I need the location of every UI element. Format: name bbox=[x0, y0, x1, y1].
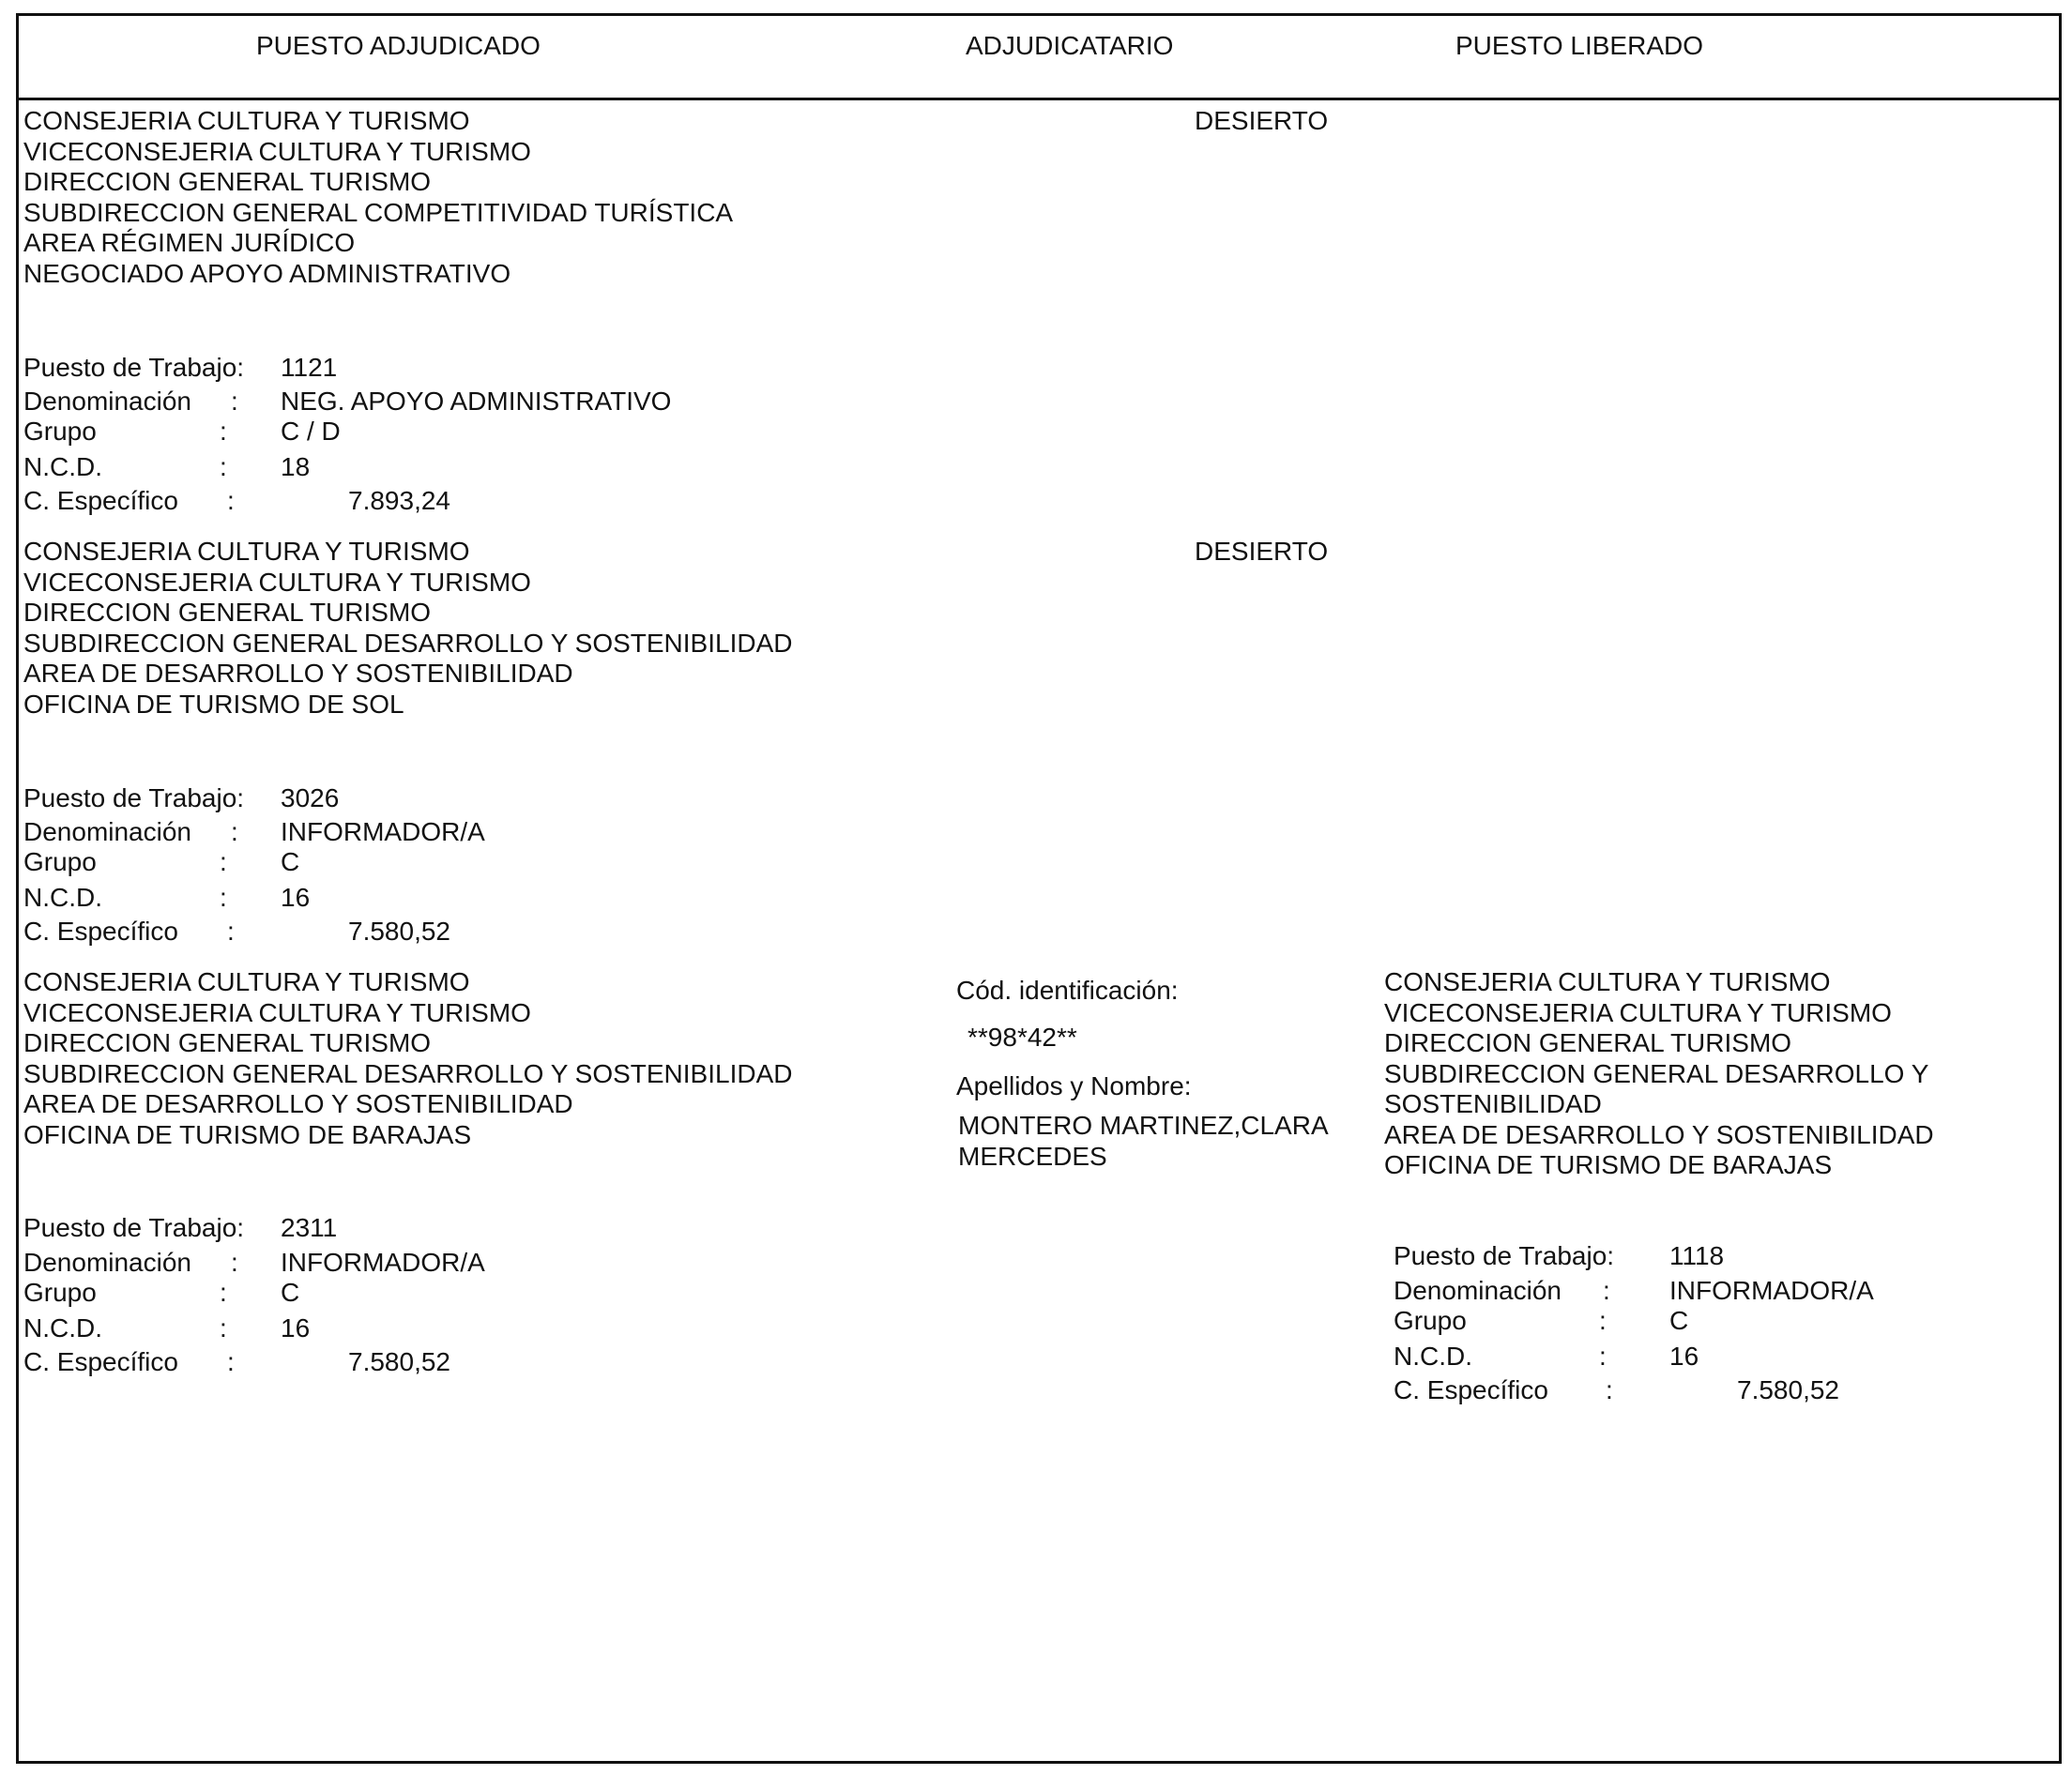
label-puesto-trabajo: Puesto de Trabajo: bbox=[23, 353, 245, 382]
org-line: VICECONSEJERIA CULTURA Y TURISMO bbox=[1384, 997, 1892, 1027]
org-line: OFICINA DE TURISMO DE BARAJAS bbox=[1384, 1150, 1833, 1179]
org-line: AREA DE DESARROLLO Y SOSTENIBILIDAD bbox=[23, 1089, 573, 1118]
org-line: SUBDIRECCION GENERAL DESARROLLO Y SOSTENIBILIDAD bbox=[23, 1058, 793, 1088]
label-colon: : bbox=[227, 1347, 235, 1376]
label-grupo: Grupo bbox=[23, 417, 97, 446]
label-colon: : bbox=[1599, 1306, 1607, 1335]
entry-2-org-lines bbox=[23, 537, 792, 720]
label-especifico: C. Específico bbox=[23, 486, 178, 515]
entry-2-puesto: 3026 bbox=[281, 783, 340, 812]
org-line: AREA DE DESARROLLO Y SOSTENIBILIDAD bbox=[1384, 1119, 1934, 1149]
entry-1-grupo: C / D bbox=[281, 417, 341, 446]
org-line: AREA DE DESARROLLO Y SOSTENIBILIDAD bbox=[23, 659, 573, 688]
name-line: MONTERO MARTINEZ,CLARA bbox=[958, 1111, 1329, 1140]
entry-1-org-lines bbox=[23, 106, 733, 289]
entry-3-denominacion: INFORMADOR/A bbox=[281, 1248, 485, 1277]
label-colon: : bbox=[220, 1278, 227, 1307]
label-colon: : bbox=[220, 452, 227, 481]
entry-1-denominacion: NEG. APOYO ADMINISTRATIVO bbox=[281, 387, 672, 416]
name-line: MERCEDES bbox=[958, 1141, 1107, 1171]
entry-1-ncd: 18 bbox=[281, 452, 311, 481]
entry-2-denominacion: INFORMADOR/A bbox=[281, 817, 485, 846]
liberado-especifico: 7.580,52 bbox=[1737, 1375, 1839, 1404]
label-colon: : bbox=[227, 486, 235, 515]
org-line: DIRECCION GENERAL TURISMO bbox=[23, 167, 432, 196]
liberado-grupo: C bbox=[1669, 1306, 1689, 1335]
label-colon: : bbox=[231, 817, 238, 846]
label-puesto-trabajo: Puesto de Trabajo: bbox=[1394, 1241, 1615, 1270]
label-colon: : bbox=[220, 417, 227, 446]
adjudicatario-name bbox=[958, 1111, 1329, 1172]
entry-3-grupo: C bbox=[281, 1278, 300, 1307]
entry-3-especifico: 7.580,52 bbox=[348, 1347, 450, 1376]
label-ncd: N.C.D. bbox=[23, 1313, 102, 1343]
label-ncd: N.C.D. bbox=[23, 452, 102, 481]
entry-2-grupo: C bbox=[281, 847, 300, 876]
label-denominacion: Denominación bbox=[23, 387, 191, 416]
label-especifico: C. Específico bbox=[23, 917, 178, 946]
label-colon: : bbox=[220, 883, 227, 912]
org-line: VICECONSEJERIA CULTURA Y TURISMO bbox=[23, 136, 531, 166]
label-colon: : bbox=[220, 1313, 227, 1343]
org-line: OFICINA DE TURISMO DE BARAJAS bbox=[23, 1119, 472, 1149]
org-line: VICECONSEJERIA CULTURA Y TURISMO bbox=[23, 997, 531, 1027]
org-line: CONSEJERIA CULTURA Y TURISMO bbox=[23, 106, 470, 135]
org-line: DIRECCION GENERAL TURISMO bbox=[1384, 1028, 1792, 1057]
org-line: NEGOCIADO APOYO ADMINISTRATIVO bbox=[23, 258, 511, 288]
liberado-ncd: 16 bbox=[1669, 1342, 1699, 1371]
label-ncd: N.C.D. bbox=[1394, 1342, 1472, 1371]
org-line: DIRECCION GENERAL TURISMO bbox=[23, 1028, 432, 1057]
org-line: CONSEJERIA CULTURA Y TURISMO bbox=[23, 967, 470, 996]
label-denominacion: Denominación bbox=[23, 1248, 191, 1277]
org-line: CONSEJERIA CULTURA Y TURISMO bbox=[23, 537, 470, 566]
apellidos-nombre-label: Apellidos y Nombre: bbox=[956, 1071, 1192, 1100]
header-divider bbox=[16, 98, 2062, 100]
label-grupo: Grupo bbox=[23, 1278, 97, 1307]
entry-2-adjudicatario-desierto: DESIERTO bbox=[1195, 537, 1329, 566]
label-colon: : bbox=[220, 847, 227, 876]
label-especifico: C. Específico bbox=[1394, 1375, 1548, 1404]
org-line: SUBDIRECCION GENERAL DESARROLLO Y bbox=[1384, 1058, 1929, 1088]
label-grupo: Grupo bbox=[1394, 1306, 1467, 1335]
org-line: OFICINA DE TURISMO DE SOL bbox=[23, 689, 404, 719]
org-line: DIRECCION GENERAL TURISMO bbox=[23, 598, 432, 627]
org-line: VICECONSEJERIA CULTURA Y TURISMO bbox=[23, 567, 531, 597]
label-denominacion: Denominación bbox=[23, 817, 191, 846]
entry-3-puesto: 2311 bbox=[281, 1213, 338, 1242]
liberado-denominacion: INFORMADOR/A bbox=[1669, 1276, 1874, 1305]
org-line: SUBDIRECCION GENERAL DESARROLLO Y SOSTENIBILIDAD bbox=[23, 628, 793, 658]
entry-3-org-lines bbox=[23, 967, 792, 1150]
label-colon: : bbox=[1606, 1375, 1613, 1404]
liberado-puesto: 1118 bbox=[1669, 1241, 1725, 1270]
cod-identificacion-label: Cód. identificación: bbox=[956, 976, 1179, 1005]
label-grupo: Grupo bbox=[23, 847, 97, 876]
cod-identificacion-value: **98*42** bbox=[967, 1023, 1077, 1052]
entry-3-ncd: 16 bbox=[281, 1313, 311, 1343]
label-puesto-trabajo: Puesto de Trabajo: bbox=[23, 1213, 245, 1242]
label-colon: : bbox=[1599, 1342, 1607, 1371]
label-colon: : bbox=[227, 917, 235, 946]
label-ncd: N.C.D. bbox=[23, 883, 102, 912]
entry-2-especifico: 7.580,52 bbox=[348, 917, 450, 946]
entry-1-puesto: 1121 bbox=[281, 353, 338, 382]
liberado-org-lines bbox=[1384, 967, 1934, 1181]
entry-2-ncd: 16 bbox=[281, 883, 311, 912]
org-line: SUBDIRECCION GENERAL COMPETITIVIDAD TURÍSTICA bbox=[23, 197, 734, 227]
label-puesto-trabajo: Puesto de Trabajo: bbox=[23, 783, 245, 812]
header-adjudicatario: ADJUDICATARIO bbox=[966, 31, 1174, 60]
label-colon: : bbox=[231, 387, 238, 416]
header-puesto-liberado: PUESTO LIBERADO bbox=[1455, 31, 1704, 60]
org-line: CONSEJERIA CULTURA Y TURISMO bbox=[1384, 967, 1831, 996]
entry-1-especifico: 7.893,24 bbox=[348, 486, 450, 515]
entry-1-adjudicatario-desierto: DESIERTO bbox=[1195, 106, 1329, 135]
label-colon: : bbox=[231, 1248, 238, 1277]
org-line: SOSTENIBILIDAD bbox=[1384, 1089, 1602, 1118]
label-colon: : bbox=[1603, 1276, 1610, 1305]
label-denominacion: Denominación bbox=[1394, 1276, 1562, 1305]
org-line: AREA RÉGIMEN JURÍDICO bbox=[23, 228, 356, 257]
label-especifico: C. Específico bbox=[23, 1347, 178, 1376]
header-puesto-adjudicado: PUESTO ADJUDICADO bbox=[256, 31, 541, 60]
